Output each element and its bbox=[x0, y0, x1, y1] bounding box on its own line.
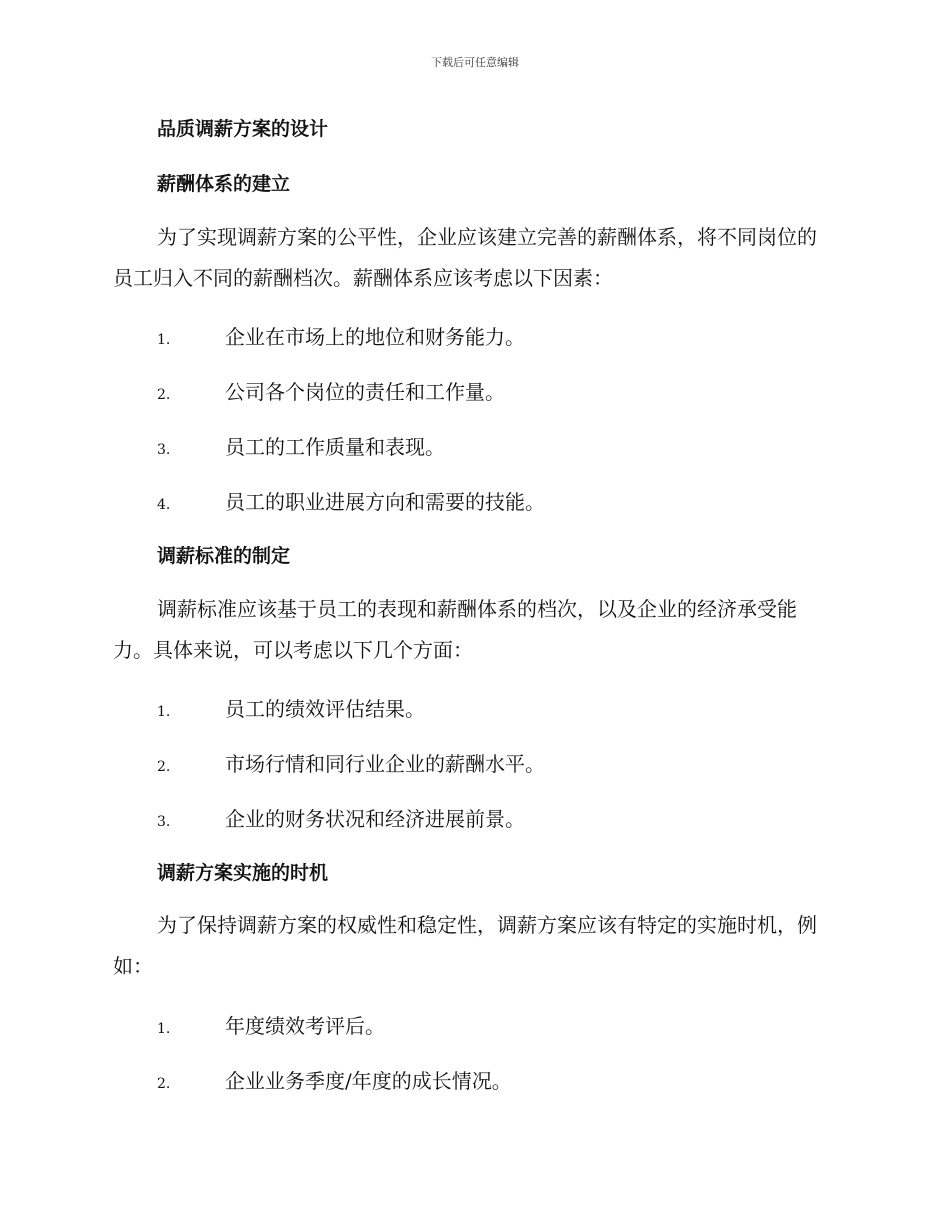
list-text: 年度绩效考评后。 bbox=[225, 1014, 385, 1038]
list-item bbox=[157, 486, 545, 515]
list-number: 4. bbox=[157, 497, 171, 513]
list-text: 市场行情和同行业企业的薪酬水平。 bbox=[225, 752, 545, 776]
list-item bbox=[157, 1010, 385, 1039]
section-heading: 调薪方案实施的时机 bbox=[157, 862, 329, 884]
list-number: 3. bbox=[157, 814, 171, 830]
paragraph bbox=[113, 905, 833, 987]
list-text: 企业的财务状况和经济进展前景。 bbox=[225, 807, 525, 831]
list-item bbox=[157, 321, 525, 350]
section-heading: 调薪标准的制定 bbox=[157, 545, 291, 567]
list-number: 2. bbox=[157, 759, 171, 775]
list-item bbox=[157, 748, 545, 777]
list-text: 员工的绩效评估结果。 bbox=[225, 697, 425, 721]
list-item bbox=[157, 803, 525, 832]
list-item bbox=[157, 1065, 512, 1094]
list-text: 员工的职业进展方向和需要的技能。 bbox=[225, 490, 545, 514]
paragraph-text: 调薪标准应该基于员工的表现和薪酬体系的档次，以及企业的经济承受能力。具体来说，可以考虑以下几个方面： bbox=[113, 597, 797, 662]
document-title: 品质调薪方案的设计 bbox=[157, 118, 329, 140]
list-number: 1. bbox=[157, 332, 171, 348]
list-item bbox=[157, 693, 425, 722]
list-text: 企业在市场上的地位和财务能力。 bbox=[225, 325, 525, 349]
paragraph-text: 为了保持调薪方案的权威性和稳定性，调薪方案应该有特定的实施时机，例如： bbox=[113, 913, 817, 978]
list-item bbox=[157, 431, 445, 460]
paragraph bbox=[113, 589, 833, 671]
list-text: 公司各个岗位的责任和工作量。 bbox=[225, 380, 505, 404]
paragraph bbox=[113, 217, 833, 299]
list-number: 2. bbox=[157, 387, 171, 403]
list-number: 1. bbox=[157, 1021, 171, 1037]
page-header: 下载后可任意编辑 bbox=[431, 56, 519, 69]
section-heading: 薪酬体系的建立 bbox=[157, 173, 291, 195]
list-text: 员工的工作质量和表现。 bbox=[225, 435, 445, 459]
list-text: 企业业务季度/年度的成长情况。 bbox=[225, 1069, 512, 1093]
list-item bbox=[157, 376, 505, 405]
list-number: 1. bbox=[157, 704, 171, 720]
list-number: 2. bbox=[157, 1076, 171, 1092]
list-number: 3. bbox=[157, 442, 171, 458]
paragraph-text: 为了实现调薪方案的公平性，企业应该建立完善的薪酬体系，将不同岗位的员工归入不同的薪酬档次。薪酬体系应该考虑以下因素： bbox=[113, 225, 817, 290]
